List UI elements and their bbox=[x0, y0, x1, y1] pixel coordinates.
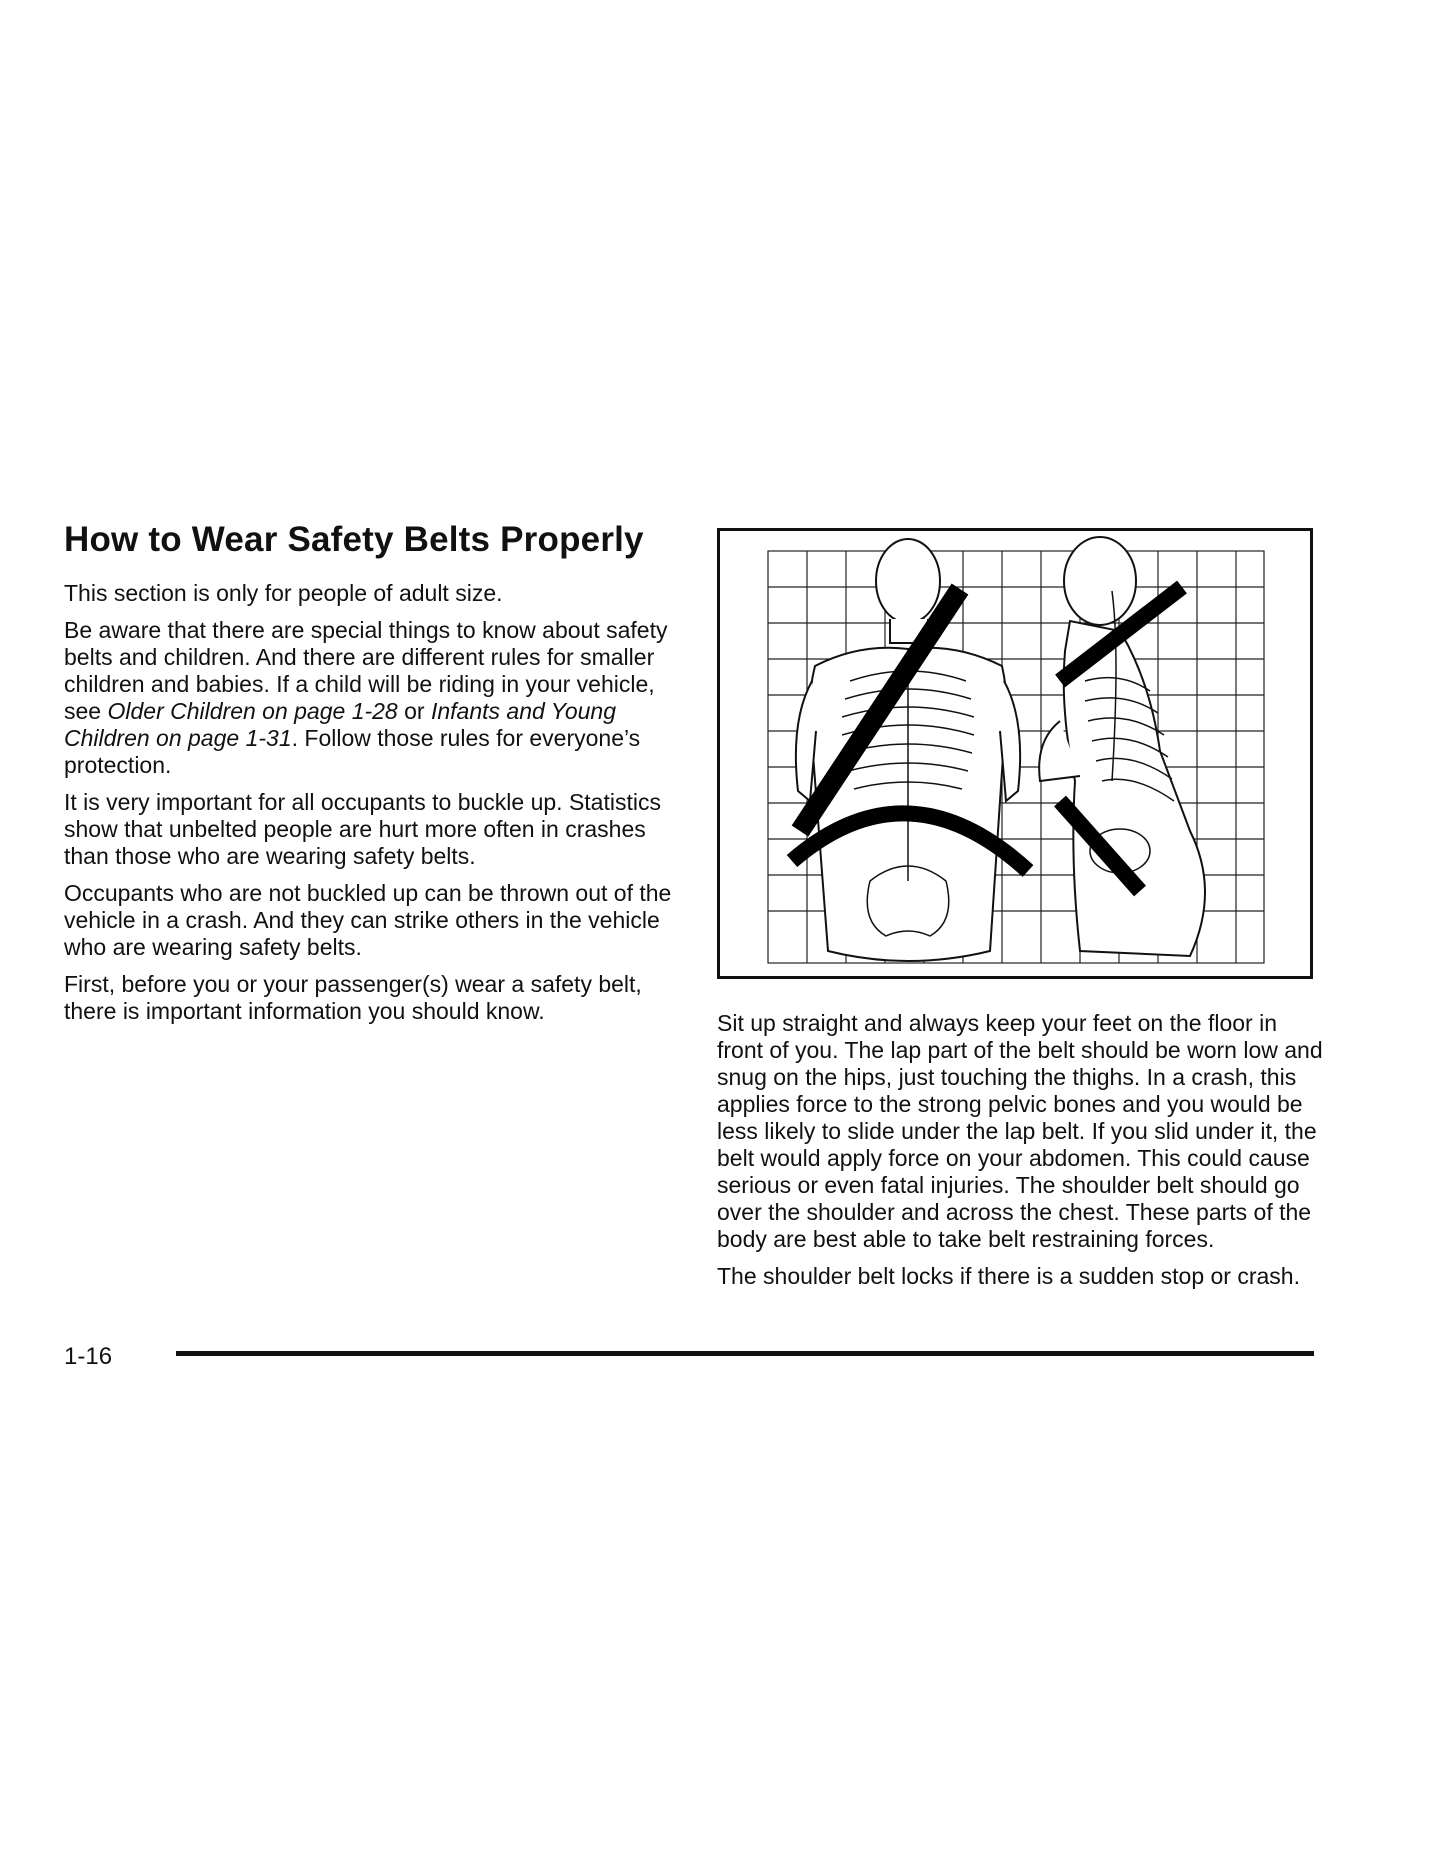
section-heading: How to Wear Safety Belts Properly bbox=[64, 520, 644, 559]
paragraph-adult-size: This section is only for people of adult size. bbox=[64, 580, 503, 606]
paragraph-sit-up-straight: Sit up straight and always keep your feet on the floor in front of you. The lap part of the belt should be worn low and snug on the hips, just touching the thighs. In a crash, this applies force to the strong pelvic bones and you would be less likely to slide under the lap belt. If you slid under it, the belt would apply force on your abdomen. This could cause serious or even fatal injuries. The shoulder belt should go over the shoulder and across the chest. These parts of the body are best able to take belt restraining forces. bbox=[717, 1010, 1323, 1252]
children-text-a: Be aware that there are special things to know about safety belts and children. And there are different rules for smaller children and babies. If a child will be riding in your vehicle, see bbox=[64, 617, 668, 724]
paragraph-belt-locks: The shoulder belt locks if there is a sudden stop or crash. bbox=[717, 1263, 1300, 1289]
left-column bbox=[64, 520, 684, 1035]
right-column bbox=[717, 1010, 1327, 1300]
skeleton-belt-drawing bbox=[720, 531, 1310, 976]
paragraph-buckle-up: It is very important for all occupants to buckle up. Statistics show that unbelted people are hurt more often in crashes than those who are wearing safety belts. bbox=[64, 789, 661, 869]
children-text-c: . Follow those rules for everyone’s protection. bbox=[64, 725, 641, 778]
page-number: 1-16 bbox=[64, 1343, 113, 1370]
xref-infants-young-children[interactable]: Infants and Young Children on page 1-31 bbox=[64, 698, 616, 751]
xref-older-children[interactable]: Older Children on page 1-28 bbox=[107, 698, 398, 724]
paragraph-children bbox=[64, 617, 684, 779]
footer-rule bbox=[176, 1351, 1314, 1356]
safety-belt-illustration bbox=[717, 528, 1313, 979]
children-text-b: or bbox=[397, 698, 431, 724]
paragraph-important-info: First, before you or your passenger(s) wear a safety belt, there is important information you should know. bbox=[64, 971, 642, 1024]
paragraph-thrown-out: Occupants who are not buckled up can be thrown out of the vehicle in a crash. And they can strike others in the vehicle who are wearing safety belts. bbox=[64, 880, 672, 960]
